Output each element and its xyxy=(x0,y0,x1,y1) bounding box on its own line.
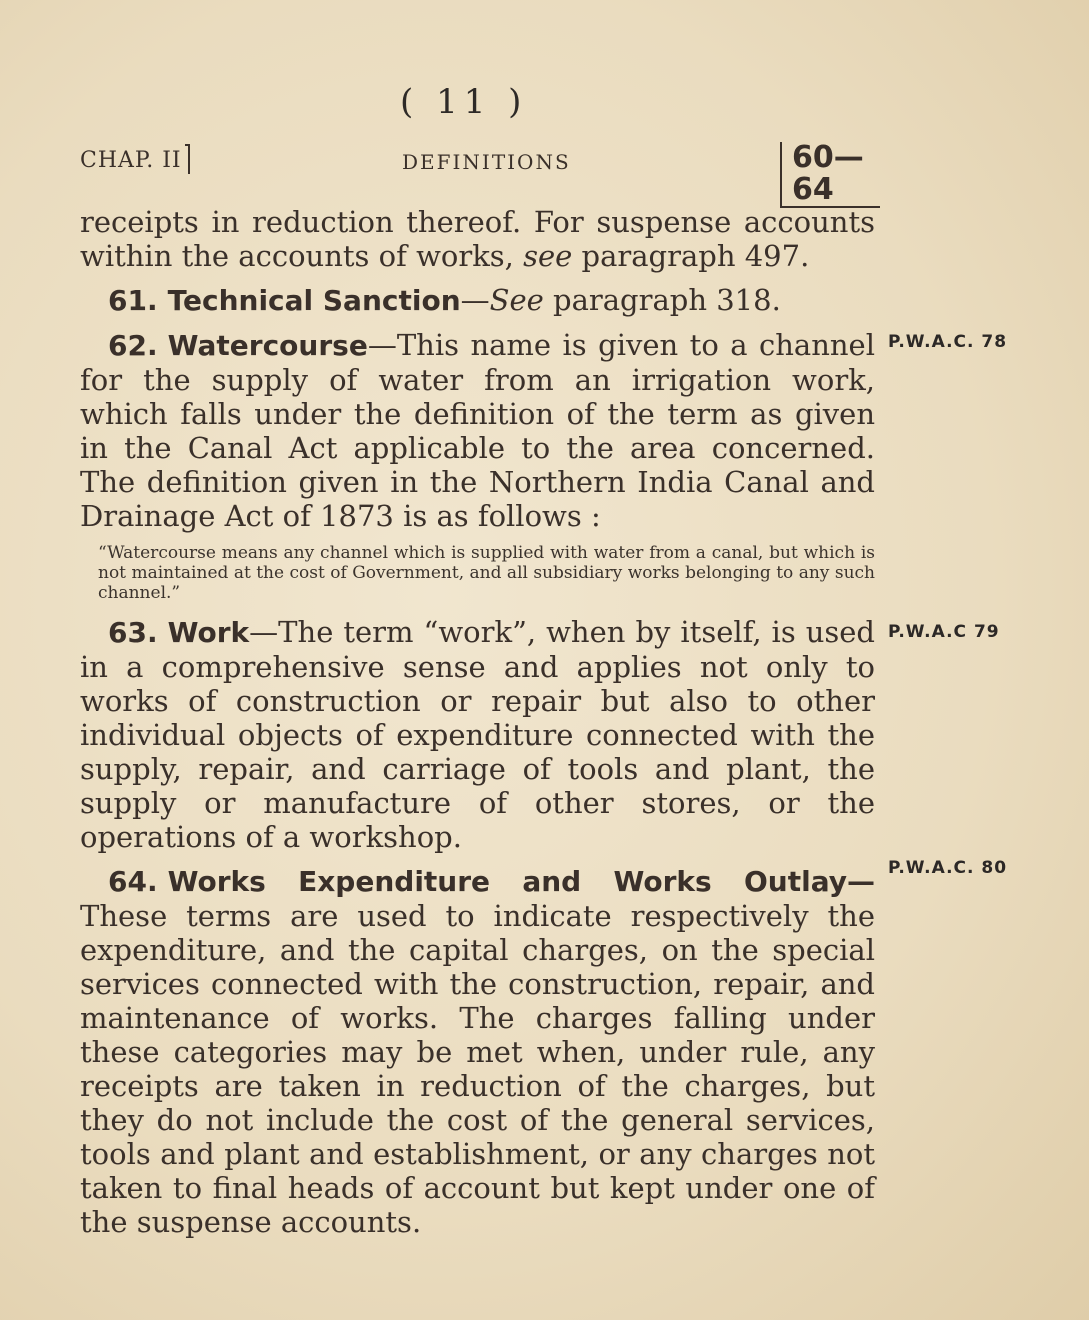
section-61 xyxy=(80,283,875,318)
section-text: These terms are used to indicate respectively the expenditure, and the capital charges, on the special services connected with the construction, repair, and maintenance of works. The charges falling under these categories may be met when, under rule, any receipts are taken in reduction of the charges, but they do not include the cost of the general services, tools and plant and establishment, or any charges not taken to final heads of account but kept under one of the suspense accounts. xyxy=(80,899,875,1239)
section-text: —The term “work”, when by itself, is used in a comprehensive sense and applies not only to works of construction or repair but also to other individual objects of expenditure connected with the supply, repair, and carriage of tools and plant, the supply or manufacture of other stores, or the operations of a workshop. xyxy=(80,615,875,854)
margin-reference: P.W.A.C. 80 xyxy=(888,858,1008,878)
section-term: Works Expenditure and Works Outlay— xyxy=(167,865,875,898)
page-number: ( 11 ) xyxy=(400,82,528,122)
margin-reference: P.W.A.C. 78 xyxy=(888,332,1008,352)
continuation-paragraph xyxy=(80,205,875,273)
margin-reference: P.W.A.C 79 xyxy=(888,622,1000,642)
section-text: paragraph 318. xyxy=(553,283,781,317)
section-number: 64. xyxy=(108,865,158,898)
section-term: Technical Sanction xyxy=(167,284,461,317)
header-title: DEFINITIONS xyxy=(402,150,571,174)
see-reference: see xyxy=(523,239,573,273)
section-text: —This name is given to a channel for the supply of water from an irrigation work, which falls under the definition of the term as given in the Canal Act applicable to the area concerned. The definition given in the Northern India Canal and Drainage Act of 1873 is as follows : xyxy=(80,328,875,533)
paragraph-range: 60—64 xyxy=(780,142,880,208)
continuation-text: receipts in reduction thereof. For suspense accounts within the accounts of works, xyxy=(80,205,875,273)
section-62 xyxy=(80,328,875,533)
section-number: 63. xyxy=(108,616,158,649)
section-63 xyxy=(80,615,875,854)
section-dash: — xyxy=(460,283,490,317)
quoted-definition: “Watercourse means any channel which is supplied with water from a canal, but which is not maintained at the cost of Government, and all subsidiary works belonging to any such channel.” xyxy=(98,543,875,603)
section-term: Watercourse xyxy=(167,329,368,362)
section-number: 61. xyxy=(108,284,158,317)
section-64 xyxy=(80,864,875,1239)
section-number: 62. xyxy=(108,329,158,362)
section-term: Work xyxy=(167,616,250,649)
see-reference: See xyxy=(489,283,544,317)
body-text xyxy=(80,205,875,1249)
chapter-label: CHAP. II xyxy=(80,148,182,173)
running-header xyxy=(80,140,880,207)
continuation-text-end: paragraph 497. xyxy=(581,239,810,273)
